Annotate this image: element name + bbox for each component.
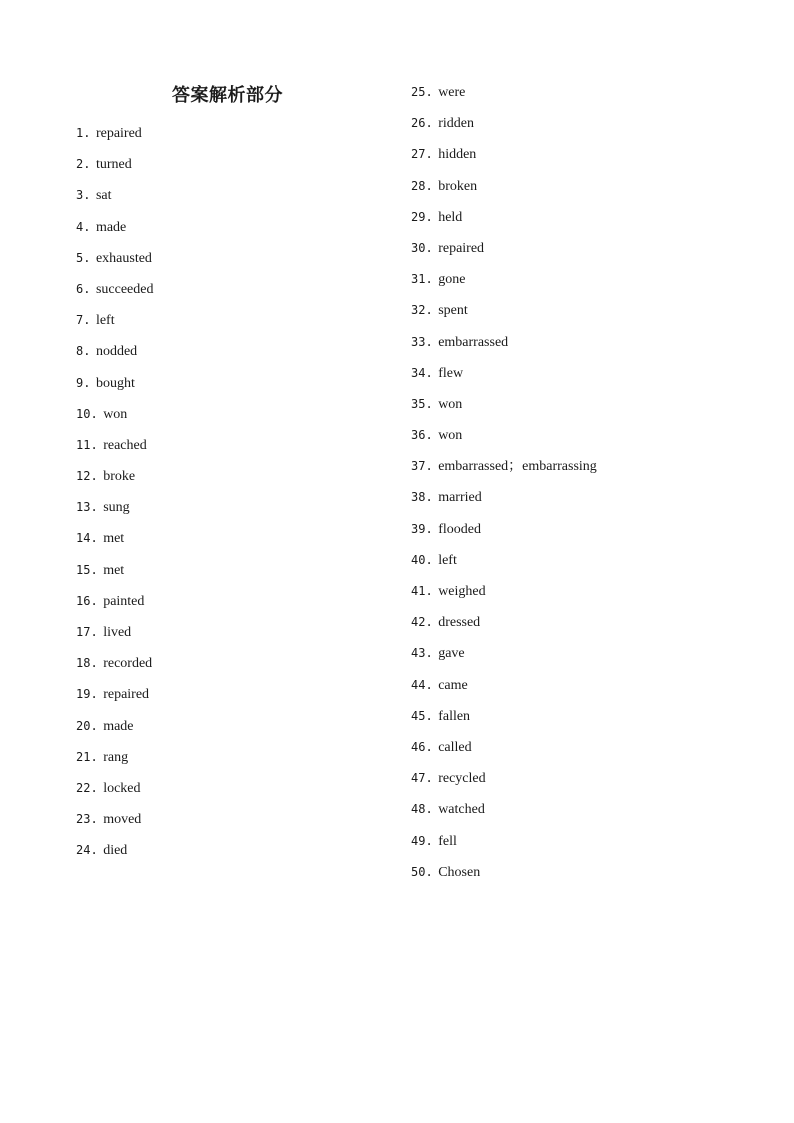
answer-text: embarrassed；embarrassing (438, 459, 597, 475)
answer-item (76, 184, 153, 215)
answer-item (76, 808, 153, 839)
answer-number: 23. (76, 812, 98, 827)
answer-item (411, 362, 597, 393)
answer-item (411, 112, 597, 143)
answer-number: 17. (76, 625, 98, 639)
answer-item (411, 861, 597, 892)
answer-number: 3. (76, 188, 91, 203)
answer-text: repaired (438, 240, 485, 256)
answer-number: 4. (76, 219, 91, 234)
answer-item (76, 590, 153, 621)
answer-item (411, 611, 597, 642)
answer-number: 24. (76, 843, 98, 858)
answer-item (411, 237, 597, 268)
answer-item (411, 486, 597, 517)
answer-item (76, 309, 153, 340)
answer-text: met (103, 531, 125, 547)
answer-text: bought (95, 375, 135, 391)
answer-item (76, 839, 153, 870)
answer-item (411, 81, 597, 112)
answer-number: 32. (411, 303, 433, 318)
answer-number: 28. (411, 178, 433, 193)
answer-text: locked (103, 780, 141, 796)
answer-item (411, 549, 597, 580)
answer-item (76, 247, 153, 278)
answer-item (76, 496, 153, 527)
answer-text: won (438, 428, 463, 444)
answer-number: 7. (76, 313, 91, 328)
answer-number: 11. (76, 437, 98, 452)
answer-item (76, 621, 153, 652)
answer-number: 49. (411, 833, 433, 848)
answer-item (76, 715, 153, 746)
answer-number: 21. (76, 749, 98, 764)
answer-number: 43. (411, 646, 433, 661)
answer-text: held (438, 209, 463, 225)
answer-item (411, 518, 597, 549)
answer-number: 13. (76, 500, 98, 515)
answer-text: dressed (438, 615, 481, 631)
answer-text: left (438, 552, 457, 568)
answer-text: reached (103, 437, 147, 453)
answer-text: turned (95, 157, 132, 173)
answer-list-left (76, 122, 153, 871)
answer-number: 6. (76, 281, 91, 296)
answer-item (411, 736, 597, 767)
answer-text: fell (438, 833, 457, 849)
answer-text: met (103, 562, 125, 578)
answer-text: succeeded (95, 281, 154, 297)
answer-text: flooded (438, 521, 481, 537)
answer-item (411, 206, 597, 237)
answer-item (76, 465, 153, 496)
answer-number: 29. (411, 209, 433, 224)
answer-text: moved (103, 812, 142, 828)
answer-item (76, 216, 153, 247)
answer-text: died (103, 843, 128, 859)
answer-item (411, 424, 597, 455)
answer-number: 10. (76, 406, 98, 421)
answer-text: nodded (95, 344, 138, 360)
answer-list-right (411, 81, 597, 892)
answer-item (76, 652, 153, 683)
answer-number: 16. (76, 593, 98, 608)
answer-number: 9. (76, 375, 91, 390)
answer-text: spent (438, 303, 468, 319)
answer-number: 31. (411, 272, 433, 287)
answer-item (411, 580, 597, 611)
answer-item (411, 331, 597, 362)
answer-text: painted (103, 593, 145, 609)
answer-number: 37. (411, 459, 433, 474)
answer-number: 50. (411, 864, 433, 879)
answer-text: won (438, 396, 463, 412)
answer-text: flew (438, 365, 464, 381)
answer-item (76, 372, 153, 403)
answer-item (76, 559, 153, 590)
answer-item (411, 830, 597, 861)
answer-text: rang (103, 749, 129, 765)
answer-text: gone (438, 272, 466, 288)
answer-text: lived (103, 625, 132, 640)
answer-text: made (95, 219, 127, 235)
answer-number: 40. (411, 552, 433, 567)
answer-text: married (438, 490, 482, 506)
answer-text: made (103, 718, 134, 734)
answer-text: won (103, 406, 128, 422)
answer-item (76, 527, 153, 558)
answer-item (76, 777, 153, 808)
answer-number: 47. (411, 771, 433, 786)
answer-item (76, 746, 153, 777)
answer-text: hidden (438, 147, 477, 163)
answer-text: called (438, 739, 472, 755)
answer-number: 5. (76, 250, 91, 265)
answer-number: 8. (76, 344, 91, 359)
answer-number: 26. (411, 116, 433, 131)
answer-number: 2. (76, 157, 91, 172)
answer-text: recorded (103, 656, 153, 672)
answer-text: recycled (438, 771, 486, 787)
answer-number: 34. (411, 365, 433, 380)
answer-item (76, 683, 153, 714)
answer-item (411, 143, 597, 174)
answer-item (411, 674, 597, 705)
answer-number: 14. (76, 531, 98, 546)
answer-item (411, 455, 597, 486)
answer-number: 41. (411, 584, 433, 598)
answer-item (411, 299, 597, 330)
answer-text: weighed (438, 584, 486, 599)
answer-item (411, 705, 597, 736)
answer-text: were (438, 85, 466, 100)
answer-text: watched (438, 802, 485, 818)
answer-item (411, 642, 597, 673)
answer-number: 39. (411, 521, 433, 536)
answer-number: 15. (76, 562, 98, 577)
answer-number: 30. (411, 240, 433, 255)
answer-number: 27. (411, 147, 433, 162)
answer-text: broke (103, 469, 136, 485)
answer-item (76, 122, 153, 153)
answer-number: 46. (411, 739, 433, 754)
answer-number: 48. (411, 802, 433, 817)
answer-number: 35. (411, 396, 433, 411)
answer-number: 45. (411, 708, 433, 723)
answer-number: 22. (76, 780, 98, 795)
answer-number: 42. (411, 615, 433, 630)
answer-item (411, 268, 597, 299)
page-title: 答案解析部分 (172, 85, 283, 106)
answer-text: left (95, 313, 115, 329)
answer-text: sung (103, 500, 130, 516)
answer-number: 36. (411, 428, 433, 443)
answer-item (411, 175, 597, 206)
answer-number: 25. (411, 85, 433, 99)
answer-number: 33. (411, 334, 433, 349)
answer-item (76, 278, 153, 309)
answer-text: sat (95, 188, 112, 204)
answer-text: came (438, 677, 468, 693)
answer-item (411, 767, 597, 798)
answer-text: embarrassed (438, 334, 509, 350)
answer-number: 38. (411, 490, 433, 505)
answer-text: gave (438, 646, 465, 662)
answer-item (76, 340, 153, 371)
answer-number: 12. (76, 469, 98, 484)
answer-number: 1. (76, 126, 91, 140)
answer-text: fallen (438, 708, 471, 724)
answer-item (411, 393, 597, 424)
answer-number: 19. (76, 687, 98, 702)
answer-text: Chosen (438, 864, 481, 880)
answer-item (411, 798, 597, 829)
answer-item (76, 434, 153, 465)
answer-text: ridden (438, 116, 474, 132)
answer-text: broken (438, 178, 478, 194)
answer-text: exhausted (95, 250, 152, 266)
answer-item (76, 403, 153, 434)
answer-text: repaired (95, 126, 142, 141)
answer-number: 44. (411, 677, 433, 692)
answer-text: repaired (103, 687, 150, 703)
answer-number: 20. (76, 718, 98, 733)
answer-item (76, 153, 153, 184)
answer-number: 18. (76, 656, 98, 671)
